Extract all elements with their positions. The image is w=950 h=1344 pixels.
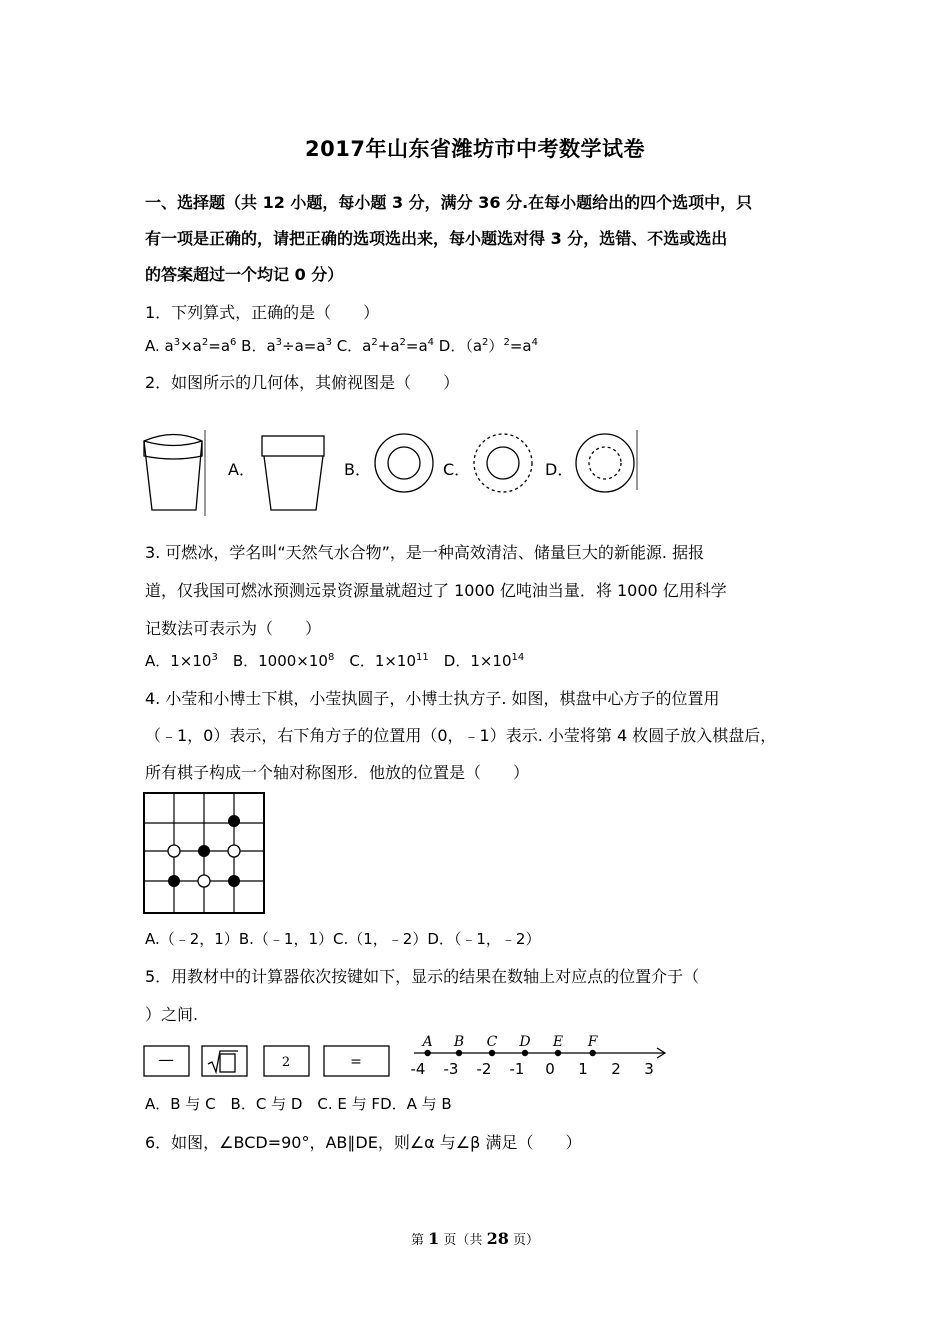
q1-stem: 1．下列算式，正确的是（ ）: [145, 303, 380, 322]
q1-options: A. $a^3\times a^2=a^6$ B．$a^3\div a=a^3$ C．$a^2+a^2=a^4$ D．$(a^2)^2=a^4$: [145, 337, 538, 355]
axis-point-dot: [555, 1050, 561, 1056]
key-minus-label: —: [158, 1050, 174, 1069]
axis-point-dot: [456, 1050, 462, 1056]
q5-line1: 5．用教材中的计算器依次按键如下，显示的结果在数轴上对应点的位置介于（: [145, 967, 700, 986]
sqrt-icon: [208, 1051, 238, 1072]
option-c-rings-figure: [474, 434, 532, 492]
q4-options: A.（﹣2，1）B.（﹣1，1）C.（1，﹣2）D．（﹣1，﹣2）: [145, 930, 541, 948]
q4-line2: （﹣1，0）表示，右下角方子的位置用（0，﹣1）表示. 小莹将第 4 枚圆子放入棋盘后，: [145, 726, 777, 745]
q2-stem: 2．如图所示的几何体，其俯视图是（ ）: [145, 373, 460, 392]
white-stone: [168, 845, 180, 857]
q4-line1: 4. 小莹和小博士下棋，小莹执圆子，小博士执方子. 如图，棋盘中心方子的位置用: [145, 689, 720, 708]
axis-point-label: E: [552, 1034, 564, 1050]
q5-options: A．B 与 C B．C 与 D C. E 与 FD．A 与 B: [145, 1095, 452, 1113]
axis-point-dot: [589, 1050, 595, 1056]
axis-tick-label: 0: [545, 1060, 555, 1078]
section-heading-line3: 的答案超过一个均记 0 分）: [145, 265, 344, 284]
q4-line3: 所有棋子构成一个轴对称图形．他放的位置是（ ）: [145, 763, 530, 782]
option-b-rings-figure: [375, 434, 433, 492]
q2-label-d: D．: [545, 460, 574, 479]
axis-point-label: C: [486, 1034, 498, 1050]
axis-point-dot: [522, 1050, 528, 1056]
q3-options: A．$1\times 10^3$ B．$1000\times 10^8$ C．$1\times 10^{11}$ D．$1\times 10^{14}$: [145, 652, 525, 670]
q4-board-figure: [142, 791, 266, 915]
black-stone: [168, 875, 180, 887]
axis-point-dot: [489, 1050, 495, 1056]
q3-line2: 道，仅我国可燃冰预测远景资源量就超过了 1000 亿吨油当量．将 1000 亿用科学: [145, 581, 727, 600]
key-equals-label: =: [350, 1054, 362, 1070]
q2-label-a: A．: [228, 460, 255, 479]
key-two-label: 2: [281, 1055, 291, 1070]
q3-line3: 记数法可表示为（ ）: [145, 619, 322, 638]
black-stone: [228, 815, 240, 827]
page-title: 2017年山东省潍坊市中考数学试卷: [305, 137, 645, 161]
q5-line2: ）之间.: [145, 1005, 199, 1024]
black-stone: [198, 845, 210, 857]
q6-stem: 6．如图，∠BCD=90°，AB∥DE，则∠α 与∠β 满足（ ）: [145, 1133, 582, 1152]
q5-figure: [142, 1030, 672, 1080]
axis-tick-label: -2: [476, 1060, 492, 1078]
axis-tick-label: 2: [611, 1060, 621, 1078]
axis-point-label: F: [587, 1034, 598, 1050]
section-heading-line2: 有一项是正确的，请把正确的选项选出来，每小题选对得 3 分，选错、不选或选出: [145, 229, 728, 248]
page-footer: 第 1 页（共 28 页）: [411, 1229, 539, 1248]
white-stone: [198, 875, 210, 887]
number-line-marks: [411, 1034, 654, 1078]
axis-tick-label: -1: [509, 1060, 525, 1078]
axis-tick-label: -4: [410, 1060, 426, 1078]
axis-tick-label: 1: [578, 1060, 588, 1078]
axis-point-label: B: [453, 1034, 465, 1050]
black-stone: [228, 875, 240, 887]
q3-line1: 3. 可燃冰，学名叫“天然气水合物”，是一种高效清洁、储量巨大的新能源. 据报: [145, 543, 705, 562]
axis-point-dot: [424, 1050, 430, 1056]
section-heading-line1: 一、选择题（共 12 小题，每小题 3 分，满分 36 分.在每小题给出的四个选项中，只: [145, 193, 753, 212]
axis-tick-label: 3: [644, 1060, 654, 1078]
cup-solid-figure: [144, 430, 205, 516]
axis-tick-label: -3: [443, 1060, 459, 1078]
white-stone: [228, 845, 240, 857]
option-a-cup-figure: [262, 436, 324, 510]
axis-point-label: A: [422, 1034, 433, 1050]
option-d-rings-figure: [576, 430, 637, 492]
q2-label-c: C．: [443, 460, 471, 479]
axis-point-label: D: [519, 1034, 531, 1050]
q2-label-b: B．: [344, 460, 371, 479]
